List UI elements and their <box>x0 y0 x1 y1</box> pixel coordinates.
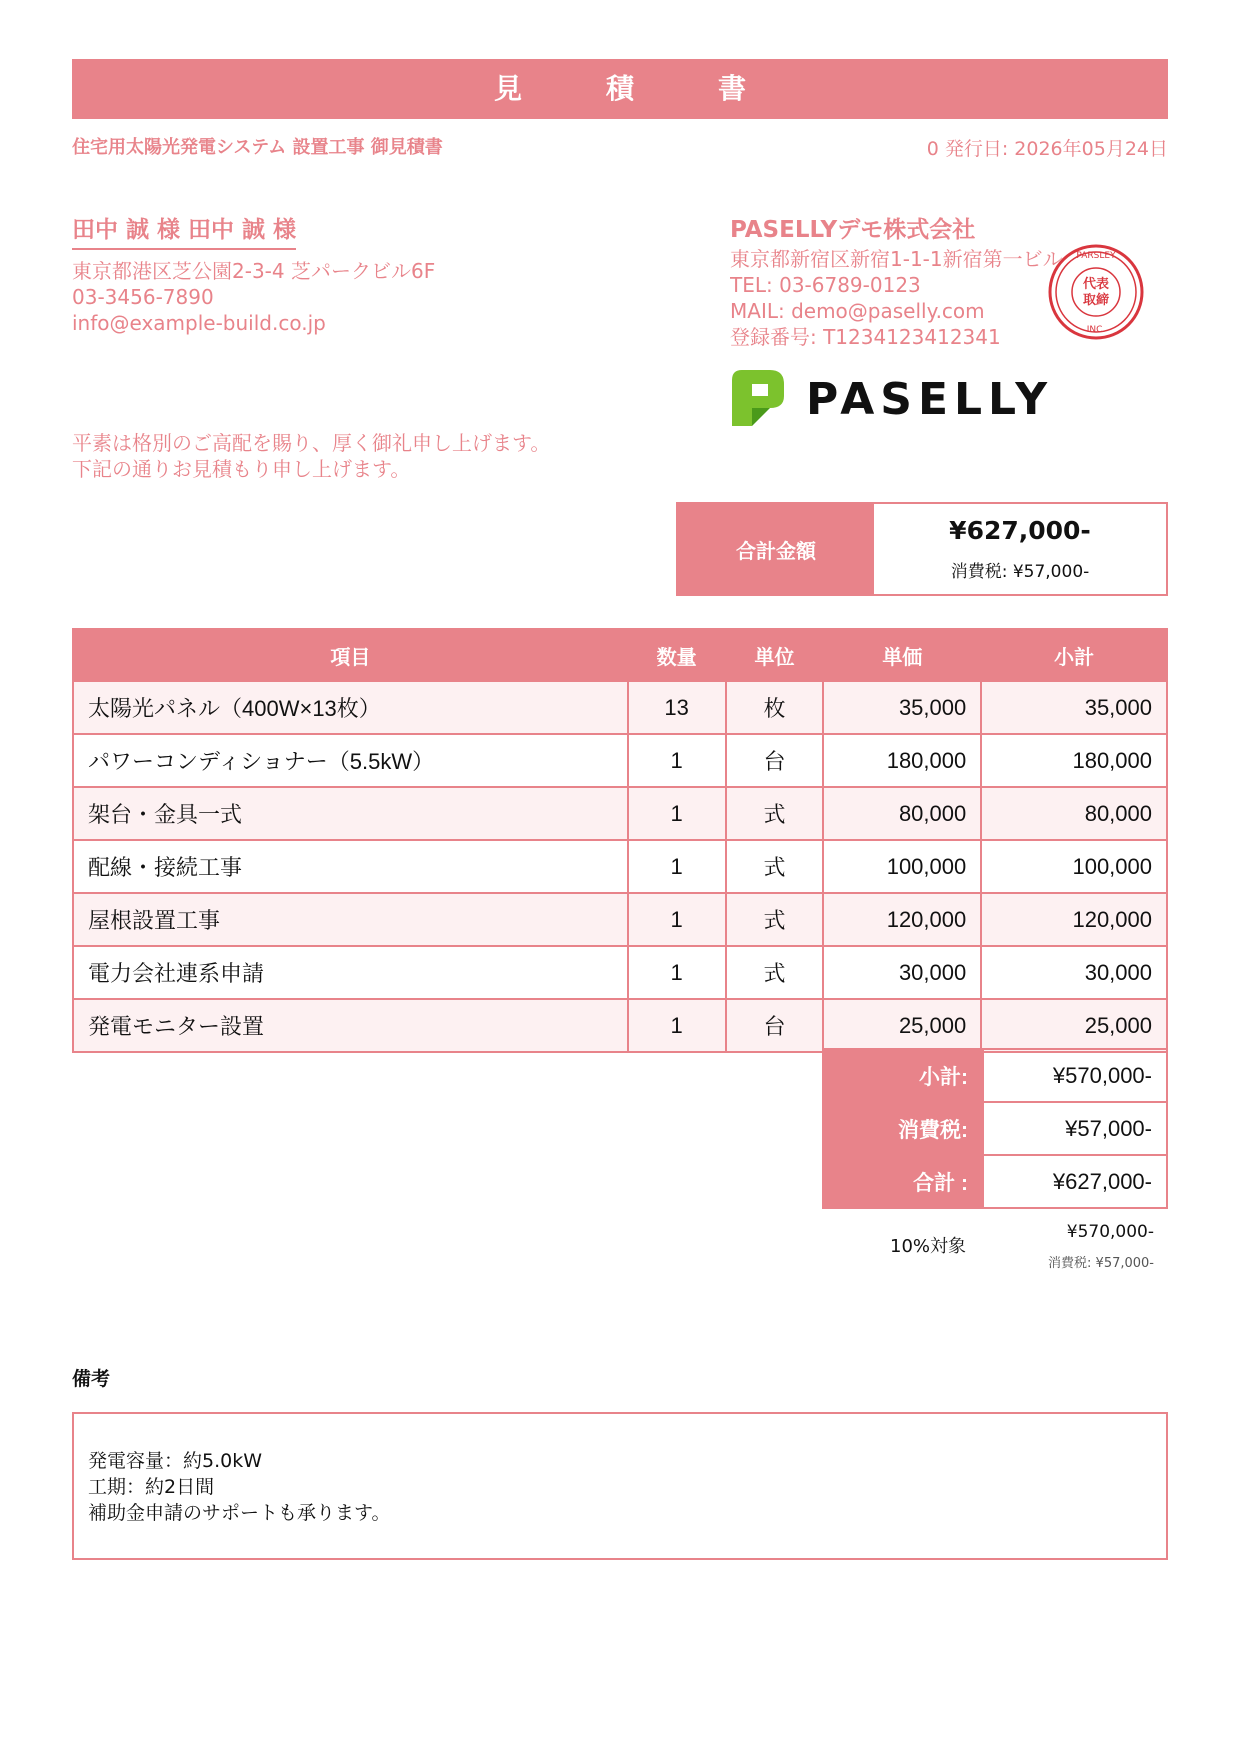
document-title: 見 積 書 <box>72 59 1168 119</box>
tax-base-amount: ¥570,000- <box>1066 1222 1154 1242</box>
issue-date: 0 発行日: 2026年05月24日 <box>926 138 1168 160</box>
row-item: 架台・金具一式 <box>73 787 628 840</box>
total-tax-value: 消費税: ¥57,000- <box>950 562 1090 582</box>
row-item: 発電モニター設置 <box>73 999 628 1052</box>
row-qty: 1 <box>628 999 726 1052</box>
row-qty: 1 <box>628 787 726 840</box>
row-subtotal: 25,000 <box>981 999 1167 1052</box>
row-item: 太陽光パネル（400W×13枚） <box>73 681 628 734</box>
greeting-line-1: 平素は格別のご高配を賜り、厚く御礼申し上げます。 <box>72 431 551 455</box>
row-subtotal: 80,000 <box>981 787 1167 840</box>
row-unit: 台 <box>726 734 824 787</box>
subtotal-row <box>823 1049 1167 1102</box>
company-name: PASELLYデモ株式会社 <box>730 217 976 243</box>
row-qty: 13 <box>628 681 726 734</box>
table-row <box>73 787 1167 840</box>
notes-title: 備考 <box>72 1368 111 1390</box>
total-amount-value: ¥627,000- <box>949 516 1091 545</box>
header-item: 項目 <box>73 629 628 681</box>
row-price: 80,000 <box>823 787 981 840</box>
row-price: 120,000 <box>823 893 981 946</box>
grand-total-value: ¥627,000- <box>983 1155 1167 1208</box>
row-subtotal: 30,000 <box>981 946 1167 999</box>
tax-label: 消費税: <box>823 1102 983 1155</box>
row-price: 180,000 <box>823 734 981 787</box>
grand-total-row <box>823 1155 1167 1208</box>
document-subtitle: 住宅用太陽光発電システム 設置工事 御見積書 <box>72 137 443 158</box>
client-phone: 03-3456-7890 <box>72 285 214 309</box>
header-price: 単価 <box>823 629 981 681</box>
client-info <box>72 258 435 336</box>
row-price: 25,000 <box>823 999 981 1052</box>
notes-line: 工期：約2日間 <box>88 1476 215 1498</box>
notes-line: 補助金申請のサポートも承ります。 <box>88 1502 391 1524</box>
company-tel: TEL: 03-6789-0123 <box>730 273 921 297</box>
company-registration: 登録番号: T1234123412341 <box>730 325 1001 349</box>
row-unit: 枚 <box>726 681 824 734</box>
company-address: 東京都新宿区新宿1-1-1新宿第一ビル <box>730 247 1063 271</box>
greeting <box>72 430 550 482</box>
row-unit: 式 <box>726 893 824 946</box>
row-qty: 1 <box>628 840 726 893</box>
items-table <box>72 628 1168 1053</box>
client-name: 田中 誠 様 田中 誠 様 <box>72 211 296 250</box>
header-unit: 単位 <box>726 629 824 681</box>
row-subtotal: 180,000 <box>981 734 1167 787</box>
paselly-logo <box>728 366 1068 430</box>
subtotal-value: ¥570,000- <box>983 1049 1167 1102</box>
row-qty: 1 <box>628 893 726 946</box>
subtotal-label: 小計: <box>823 1049 983 1102</box>
row-unit: 式 <box>726 946 824 999</box>
svg-text:INC.: INC. <box>1086 325 1106 335</box>
svg-text:PARSLEY: PARSLEY <box>1076 251 1116 261</box>
items-header-row <box>73 629 1167 681</box>
row-item: 電力会社連系申請 <box>73 946 628 999</box>
table-row <box>73 840 1167 893</box>
tax-breakdown-tax: 消費税: ¥57,000- <box>1048 1256 1154 1271</box>
grand-total-label: 合計 : <box>823 1155 983 1208</box>
greeting-line-2: 下記の通りお見積もり申し上げます。 <box>72 457 411 481</box>
header-qty: 数量 <box>628 629 726 681</box>
row-qty: 1 <box>628 946 726 999</box>
row-unit: 式 <box>726 787 824 840</box>
row-price: 30,000 <box>823 946 981 999</box>
notes-box <box>72 1412 1168 1560</box>
svg-text:取締: 取締 <box>1082 293 1110 308</box>
total-amount-box <box>676 502 1168 596</box>
notes-line: 発電容量：約5.0kW <box>88 1450 263 1472</box>
company-seal-icon <box>1046 242 1146 342</box>
row-unit: 台 <box>726 999 824 1052</box>
tax-value: ¥57,000- <box>983 1102 1167 1155</box>
table-row <box>73 946 1167 999</box>
row-item: 屋根設置工事 <box>73 893 628 946</box>
row-subtotal: 35,000 <box>981 681 1167 734</box>
svg-text:PASELLY: PASELLY <box>806 374 1054 425</box>
row-subtotal: 120,000 <box>981 893 1167 946</box>
row-item: 配線・接続工事 <box>73 840 628 893</box>
svg-text:代表: 代表 <box>1082 277 1110 292</box>
row-item: パワーコンディショナー（5.5kW） <box>73 734 628 787</box>
tax-rate-label: 10%対象 <box>890 1236 967 1257</box>
client-email: info@example-build.co.jp <box>72 311 326 335</box>
row-qty: 1 <box>628 734 726 787</box>
tax-row <box>823 1102 1167 1155</box>
totals-table <box>822 1048 1168 1209</box>
row-price: 100,000 <box>823 840 981 893</box>
row-subtotal: 100,000 <box>981 840 1167 893</box>
table-row <box>73 999 1167 1052</box>
row-unit: 式 <box>726 840 824 893</box>
client-address: 東京都港区芝公園2-3-4 芝パークビル6F <box>72 259 436 283</box>
row-price: 35,000 <box>823 681 981 734</box>
table-row <box>73 893 1167 946</box>
table-row <box>73 681 1167 734</box>
total-amount-label: 合計金額 <box>678 504 874 594</box>
table-row <box>73 734 1167 787</box>
header-subtotal: 小計 <box>981 629 1167 681</box>
company-info <box>730 246 1066 350</box>
company-mail: MAIL: demo@paselly.com <box>730 299 985 323</box>
